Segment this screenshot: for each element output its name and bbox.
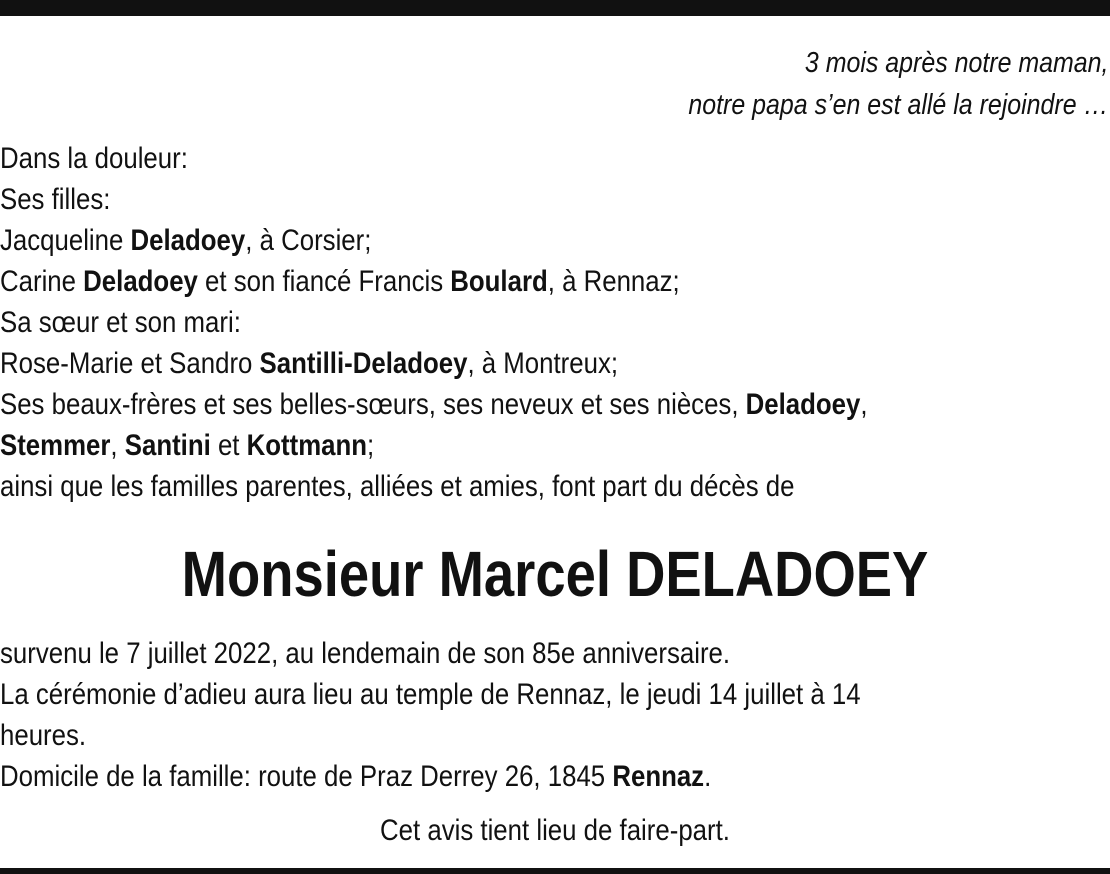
quote-line-2: notre papa s’en est allé la rejoindre … [687, 89, 1108, 121]
in-laws-line-2 [0, 425, 1109, 466]
family-list [0, 138, 1109, 507]
top-border-rule [0, 0, 1110, 16]
sister-rose-marie [0, 343, 1109, 384]
surname-deladoey: Deladoey [745, 388, 861, 421]
ceremony-line-2: heures. [0, 719, 87, 752]
address-line [0, 756, 1109, 797]
line-end: . [704, 760, 712, 793]
place: , à Corsier; [245, 224, 372, 257]
separator: et [210, 429, 247, 462]
in-laws-line-1 [0, 384, 1109, 425]
surname: Deladoey [83, 265, 198, 298]
ceremony-line-1: La cérémonie d’adieu aura lieu au temple de Rennaz, le jeudi 14 juillet à 14 [0, 678, 861, 711]
announcement-line: ainsi que les familles parentes, alliées et amies, font part du décès de [0, 470, 795, 503]
separator: , [860, 388, 868, 421]
quote-line-1: 3 mois après notre maman, [804, 47, 1108, 79]
fiance-text: et son fiancé Francis [197, 265, 451, 298]
daughter-carine [0, 261, 1109, 302]
intro-line: Dans la douleur: [0, 142, 188, 175]
first-name: Carine [0, 265, 84, 298]
separator: , [110, 429, 125, 462]
surname: Santilli-Deladoey [259, 347, 468, 380]
in-laws-text: Ses beaux-frères et ses belles-sœurs, ses neveux et ses nièces, [0, 388, 746, 421]
surname: Deladoey [130, 224, 246, 257]
deceased-name: Monsieur Marcel DELADOEY [181, 538, 929, 610]
daughters-heading: Ses filles: [0, 183, 111, 216]
fiance-surname: Boulard [450, 265, 548, 298]
address-town: Rennaz [612, 760, 705, 793]
sister-heading: Sa sœur et son mari: [0, 306, 241, 339]
daughter-jacqueline [0, 220, 1109, 261]
funeral-details [0, 633, 1109, 797]
surname-stemmer: Stemmer [0, 429, 111, 462]
surname-kottmann: Kottmann [246, 429, 368, 462]
bottom-border-rule [0, 868, 1110, 874]
place: , à Montreux; [467, 347, 619, 380]
place: , à Rennaz; [547, 265, 680, 298]
opening-quote [688, 42, 1108, 126]
line-end: ; [367, 429, 375, 462]
closing-note: Cet avis tient lieu de faire-part. [380, 814, 730, 847]
first-names: Rose-Marie et Sandro [0, 347, 260, 380]
address-text: Domicile de la famille: route de Praz Derrey 26, 1845 [0, 760, 613, 793]
death-line: survenu le 7 juillet 2022, au lendemain de son 85e anniversaire. [0, 637, 731, 670]
first-name: Jacqueline [0, 224, 131, 257]
surname-santini: Santini [124, 429, 211, 462]
